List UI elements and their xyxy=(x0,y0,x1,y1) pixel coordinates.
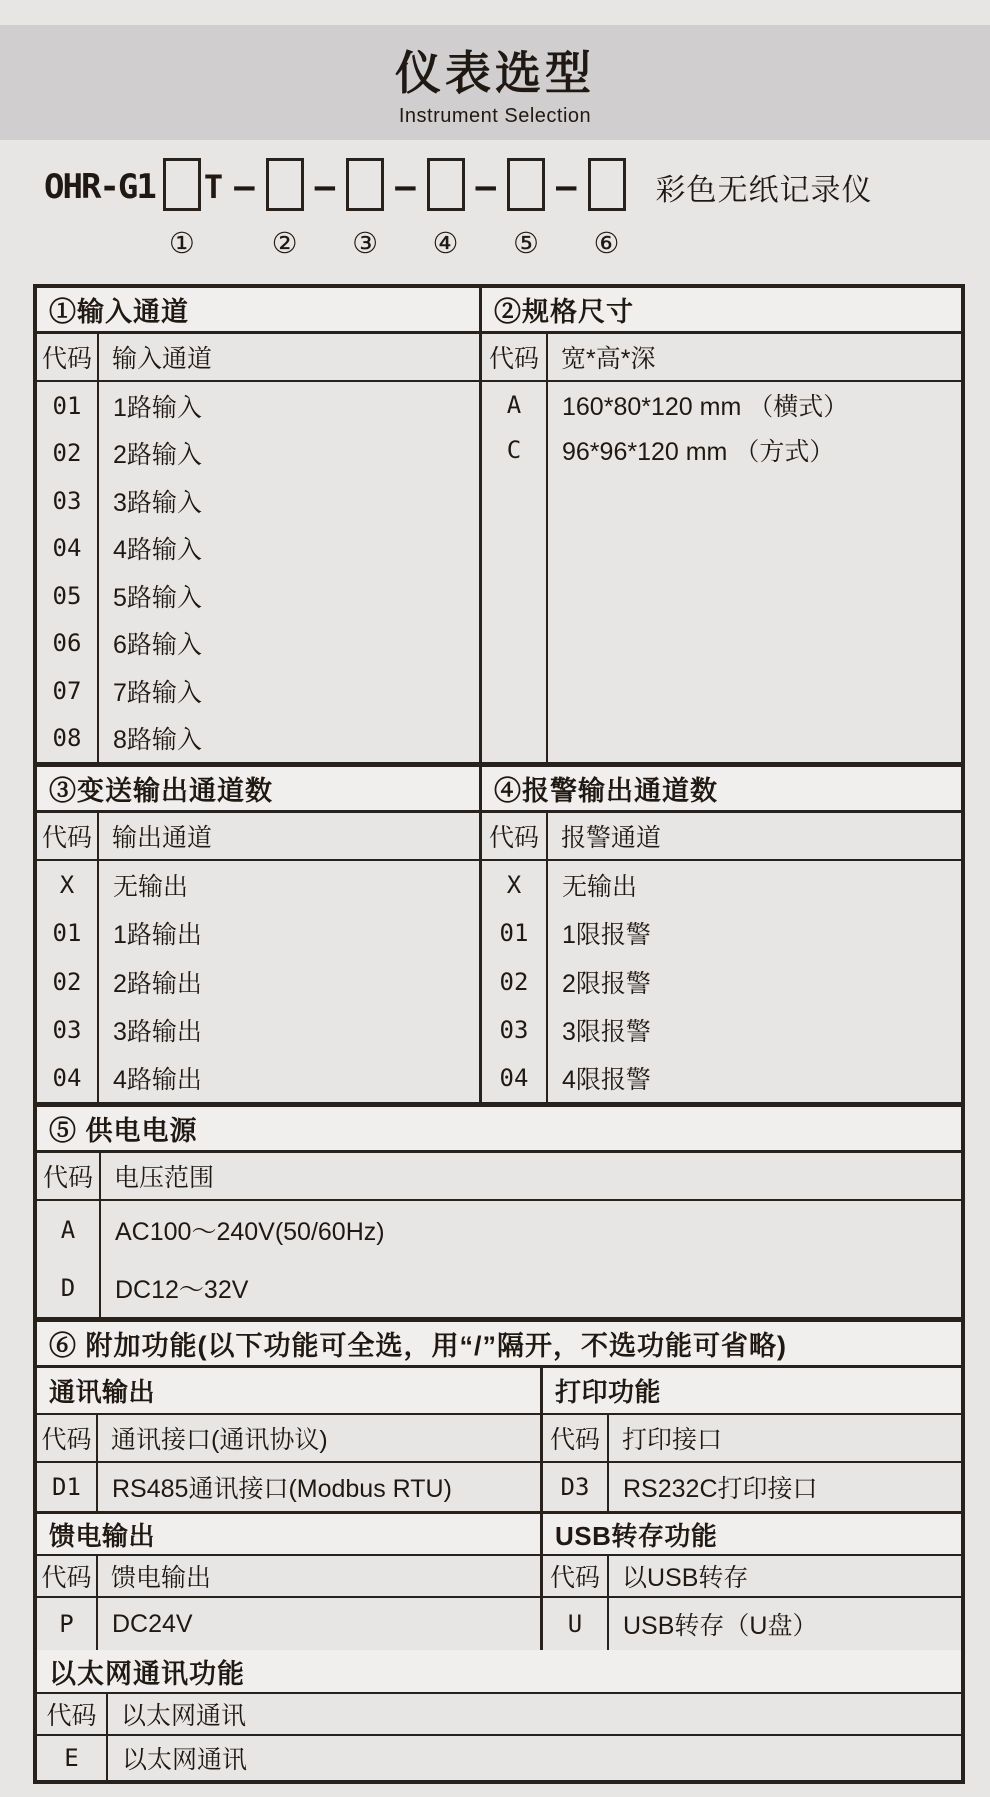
section-title: ②规格尺寸 xyxy=(482,288,961,334)
data-rows xyxy=(37,1736,961,1780)
model-box-1-stack xyxy=(163,158,201,259)
code-column xyxy=(37,861,99,1102)
model-code-box-5 xyxy=(507,158,545,211)
row-code: 03 xyxy=(499,1015,529,1044)
model-code-box-3 xyxy=(346,158,384,211)
label-column xyxy=(101,1201,961,1317)
label-column xyxy=(548,382,961,762)
data-rows xyxy=(543,1598,961,1650)
row-label: 96*96*120 mm （方式） xyxy=(562,437,835,466)
row-label: 4限报警 xyxy=(562,1065,651,1094)
row-label: 7路输入 xyxy=(113,678,202,707)
row-code: D xyxy=(60,1274,76,1302)
row-code: A xyxy=(506,390,522,419)
circled-number-1: ① xyxy=(168,228,195,260)
model-t-suffix: T xyxy=(203,168,224,206)
model-code-box-2 xyxy=(266,158,304,211)
code-column-header: 代码 xyxy=(482,334,548,380)
label-column xyxy=(98,1463,540,1511)
column-header-row xyxy=(37,334,479,382)
column-header-row xyxy=(37,1153,961,1201)
data-rows xyxy=(482,382,961,762)
model-code-box-1 xyxy=(163,158,201,211)
code-column xyxy=(37,1201,101,1317)
model-dash: – xyxy=(314,167,336,207)
data-rows xyxy=(543,1463,961,1514)
selection-table xyxy=(33,284,965,1784)
product-name: 彩色无纸记录仪 xyxy=(655,174,873,207)
row-label: 2路输入 xyxy=(113,441,202,470)
column-header-row xyxy=(37,1415,540,1463)
section-dimensions xyxy=(482,288,961,762)
row-code: 01 xyxy=(52,919,82,948)
row-code: 04 xyxy=(52,534,82,563)
code-column-header: 代码 xyxy=(37,1556,98,1596)
row-label: 无输出 xyxy=(562,873,638,902)
column-header-row xyxy=(37,813,479,861)
data-rows xyxy=(37,382,479,762)
circled-number-6: ⑥ xyxy=(593,228,620,260)
row-label: 1限报警 xyxy=(562,921,651,950)
row-code: 02 xyxy=(52,967,82,996)
row-label: 8路输入 xyxy=(113,726,202,755)
model-dash: – xyxy=(234,167,255,207)
code-column-header: 代码 xyxy=(37,813,99,859)
row-code: 01 xyxy=(499,919,529,948)
label-column-header: 输出通道 xyxy=(112,824,213,852)
code-column xyxy=(543,1598,609,1650)
row-label: RS232C打印接口 xyxy=(623,1475,818,1503)
column-header-row xyxy=(37,1556,540,1598)
row-label: 3路输出 xyxy=(113,1017,202,1046)
section-title: ⑤ 供电电源 xyxy=(37,1107,961,1153)
row-code: 08 xyxy=(52,724,82,753)
row-code: 04 xyxy=(499,1063,529,1092)
row-label: 1路输入 xyxy=(113,393,202,422)
row-code: D3 xyxy=(560,1473,590,1501)
label-column-header: 以USB转存 xyxy=(622,1564,749,1592)
section-title: ①输入通道 xyxy=(37,288,479,334)
row-label: RS485通讯接口(Modbus RTU) xyxy=(112,1475,452,1503)
label-column-header: 打印接口 xyxy=(622,1426,723,1454)
row-code: C xyxy=(506,435,522,464)
row-label: 1路输出 xyxy=(113,921,202,950)
row-code: 01 xyxy=(52,391,82,420)
section-row-3-4 xyxy=(37,762,961,1102)
row-code: 03 xyxy=(52,486,82,515)
model-dash: – xyxy=(556,167,577,207)
row-label: 4路输出 xyxy=(113,1065,202,1094)
section-transmit-outputs xyxy=(37,767,479,1102)
data-rows xyxy=(37,1463,540,1514)
row-code: 02 xyxy=(499,967,529,996)
model-prefix: OHR-G1 xyxy=(44,167,155,207)
row-label: USB转存（U盘） xyxy=(623,1612,818,1640)
row-label: 2限报警 xyxy=(562,969,651,998)
code-column-header: 代码 xyxy=(543,1556,609,1596)
subsection-title-usb: USB转存功能 xyxy=(543,1514,961,1556)
label-column xyxy=(548,861,961,1102)
model-code-box-4 xyxy=(427,158,465,211)
code-column xyxy=(37,1736,108,1780)
label-column-header: 通讯接口(通讯协议) xyxy=(111,1426,328,1454)
data-rows xyxy=(37,1598,540,1650)
row-code: 07 xyxy=(52,676,82,705)
code-column-header: 代码 xyxy=(37,1415,98,1461)
section-title: ⑥ 附加功能(以下功能可全选，用“/”隔开，不选功能可省略) xyxy=(37,1322,961,1368)
right-subcolumn xyxy=(543,1368,961,1650)
section-alarm-outputs xyxy=(482,767,961,1102)
label-column xyxy=(108,1736,961,1780)
model-code-line xyxy=(44,158,964,259)
row-label: 6路输入 xyxy=(113,631,202,660)
row-label: 无输出 xyxy=(113,873,189,902)
section-input-channels xyxy=(37,288,479,762)
code-column-header: 代码 xyxy=(543,1415,609,1461)
circled-number-2: ② xyxy=(271,228,298,260)
data-rows xyxy=(482,861,961,1102)
page-subtitle: Instrument Selection xyxy=(398,105,592,127)
column-header-row xyxy=(543,1556,961,1598)
label-column-header: 以太网通讯 xyxy=(121,1702,247,1730)
subsection-title-comm: 通讯输出 xyxy=(37,1368,540,1415)
left-subcolumn xyxy=(37,1368,540,1650)
circled-number-5: ⑤ xyxy=(513,228,540,260)
section-power-supply xyxy=(37,1102,961,1317)
label-column-header: 馈电输出 xyxy=(111,1564,212,1592)
label-column xyxy=(99,861,479,1102)
subsection-title-ethernet: 以太网通讯功能 xyxy=(37,1650,961,1694)
row-label: 以太网通讯 xyxy=(122,1746,248,1774)
circled-number-3: ③ xyxy=(352,228,379,260)
label-column-header: 输入通道 xyxy=(112,345,213,373)
row-label: 4路输入 xyxy=(113,536,202,565)
column-header-row xyxy=(37,1694,961,1736)
row-label: DC12～32V xyxy=(115,1276,249,1304)
model-dash: – xyxy=(475,167,497,207)
row-code: 06 xyxy=(52,629,82,658)
row-code: 04 xyxy=(52,1063,82,1092)
code-column-header: 代码 xyxy=(37,1694,108,1734)
row-label: 3路输入 xyxy=(113,488,202,517)
column-header-row xyxy=(482,334,961,382)
code-column-header: 代码 xyxy=(37,334,99,380)
label-column xyxy=(98,1598,540,1650)
page-title: 仪表选型 xyxy=(395,47,595,99)
subsection-title-feed: 馈电输出 xyxy=(37,1514,540,1556)
label-column xyxy=(609,1598,961,1650)
row-code: 05 xyxy=(52,581,82,610)
additional-functions-columns xyxy=(37,1368,961,1650)
row-code: X xyxy=(506,871,522,900)
column-header-row xyxy=(543,1415,961,1463)
row-code: 02 xyxy=(52,439,82,468)
code-column-header: 代码 xyxy=(37,1153,101,1199)
subsection-title-print: 打印功能 xyxy=(543,1368,961,1415)
label-column-header: 宽*高*深 xyxy=(561,345,656,373)
row-code: P xyxy=(59,1610,74,1638)
row-label: 160*80*120 mm （横式） xyxy=(562,392,849,421)
label-column xyxy=(99,382,479,762)
row-label: 5路输入 xyxy=(113,583,202,612)
section-row-1-2 xyxy=(37,288,961,762)
circled-number-4: ④ xyxy=(432,228,459,260)
model-box-5-stack xyxy=(507,158,545,259)
code-column xyxy=(37,1463,98,1511)
section-title: ④报警输出通道数 xyxy=(482,767,961,813)
model-code-box-6 xyxy=(588,158,626,211)
row-code: A xyxy=(60,1216,76,1244)
page-header-band xyxy=(0,25,990,140)
label-column-header: 报警通道 xyxy=(561,824,662,852)
data-rows xyxy=(37,861,479,1102)
code-column xyxy=(37,1598,98,1650)
label-column xyxy=(609,1463,961,1511)
code-column-header: 代码 xyxy=(482,813,548,859)
section-title: ③变送输出通道数 xyxy=(37,767,479,813)
row-label: DC24V xyxy=(112,1609,193,1638)
model-box-3-stack xyxy=(346,158,384,259)
row-code: E xyxy=(64,1744,79,1772)
column-header-row xyxy=(482,813,961,861)
row-label: AC100～240V(50/60Hz) xyxy=(115,1218,385,1246)
model-box-4-stack xyxy=(427,158,465,259)
model-box-6-stack xyxy=(588,158,626,259)
row-code: U xyxy=(567,1610,583,1638)
code-column xyxy=(482,382,548,762)
code-column xyxy=(482,861,548,1102)
label-column-header: 电压范围 xyxy=(114,1164,215,1192)
data-rows xyxy=(37,1201,961,1317)
code-column xyxy=(37,382,99,762)
section-additional-functions xyxy=(37,1317,961,1780)
row-label: 3限报警 xyxy=(562,1017,651,1046)
model-box-2-stack xyxy=(266,158,304,259)
code-column xyxy=(543,1463,609,1511)
row-code: X xyxy=(59,871,75,900)
row-label: 2路输出 xyxy=(113,969,202,998)
row-code: 03 xyxy=(52,1015,82,1044)
row-code: D1 xyxy=(52,1473,81,1501)
model-dash: – xyxy=(395,167,416,207)
